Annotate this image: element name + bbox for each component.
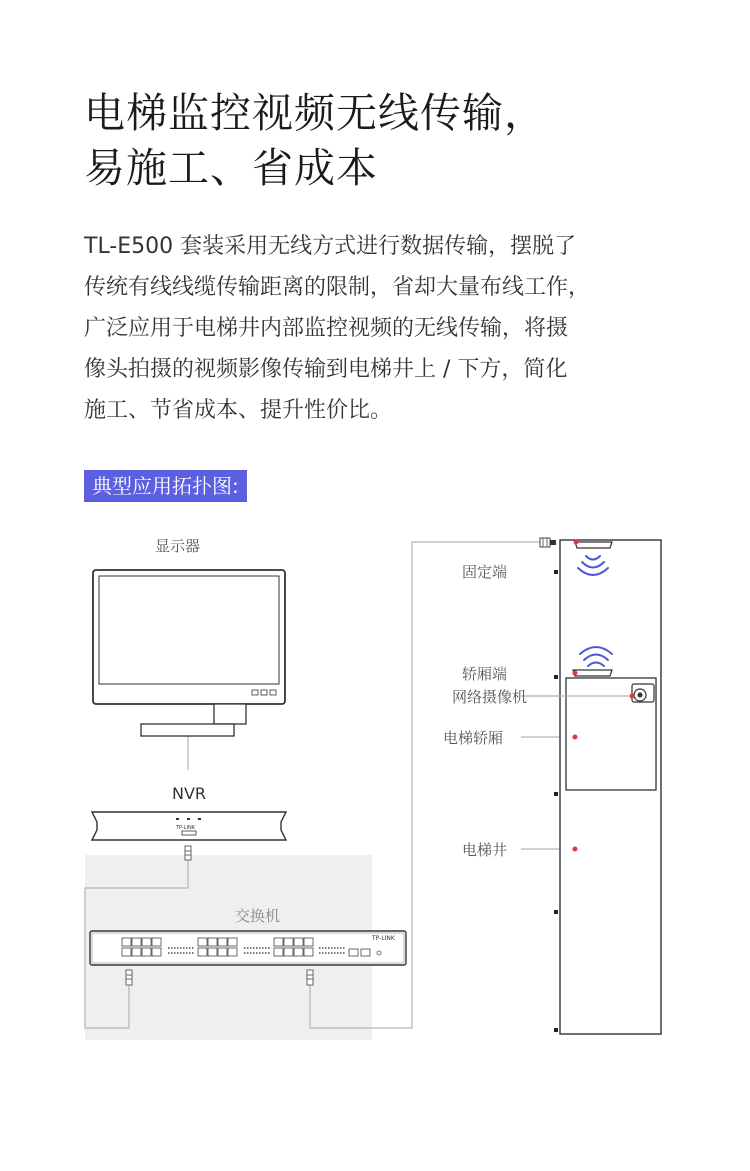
fixed-end-label: 固定端: [462, 563, 508, 581]
description: [84, 226, 674, 431]
car-end-device-icon: [573, 670, 612, 676]
ethernet-plug-icon: [307, 970, 313, 985]
camera-label: 网络摄像机: [452, 688, 528, 706]
topology-label: 典型应用拓扑图:: [84, 470, 247, 502]
description-line-2: 传统有线线缆传输距离的限制，省却大量布线工作，: [84, 275, 591, 300]
monitor-label: 显示器: [155, 537, 201, 555]
ethernet-plug-icon: [126, 970, 132, 985]
camera-dot: [630, 694, 635, 699]
switch-label: 交换机: [235, 907, 281, 925]
car-end-label: 轿厢端: [462, 665, 508, 683]
nvr-brand-label: TP-LINK: [176, 825, 196, 831]
elevator-shaft-dot: [573, 847, 578, 852]
title-line-2: 易施工、省成本: [84, 144, 378, 192]
nvr-label: NVR: [172, 784, 207, 803]
description-line-3: 广泛应用于电梯井内部监控视频的无线传输，将摄: [84, 316, 569, 341]
camera-icon: [632, 684, 654, 702]
page-title: [84, 86, 704, 196]
elevator-car-label: 电梯轿厢: [443, 729, 504, 747]
switch-brand-label: TP-LINK: [372, 935, 395, 942]
description-line-4: 像头拍摄的视频影像传输到电梯井上 / 下方，简化: [84, 357, 568, 382]
elevator-shaft-label: 电梯井: [462, 841, 508, 859]
car-end-dot: [573, 671, 578, 676]
elevator-car-dot: [573, 735, 578, 740]
switch-icon: [90, 931, 406, 965]
cable-connector-icon: [540, 538, 556, 547]
monitor-icon: [93, 570, 285, 736]
title-line-1: 电梯监控视频无线传输，: [84, 89, 546, 137]
description-line-1: TL-E500 套装采用无线方式进行数据传输，摆脱了: [84, 234, 577, 259]
fixed-end-device-icon: [575, 542, 612, 548]
description-line-5: 施工、节省成本、提升性价比。: [84, 398, 393, 423]
ethernet-plug-icon: [185, 846, 191, 860]
fixed-end-dot: [574, 540, 579, 545]
topology-diagram: [0, 520, 750, 1060]
